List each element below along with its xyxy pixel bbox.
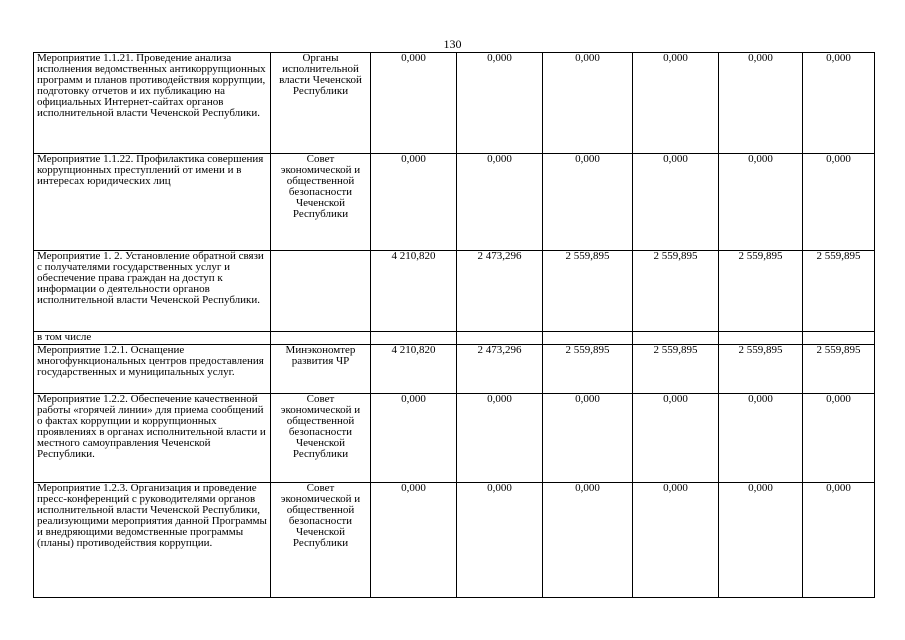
value-cell: 0,000 bbox=[543, 154, 633, 251]
table-row bbox=[34, 53, 875, 154]
value-cell: 0,000 bbox=[633, 154, 719, 251]
program-activities-table bbox=[33, 52, 875, 598]
activity-description: Мероприятие 1.2.3. Организация и проведение пресс-конференций с руководителями органов исполнительной власти Чеченской Республики, реализующими мероприятия данной Программы и внедряющими ведомственные программы (планы) противодействия коррупции. bbox=[34, 483, 271, 598]
value-cell: 4 210,820 bbox=[371, 345, 457, 394]
subtotal-label: в том числе bbox=[34, 332, 271, 345]
value-cell: 0,000 bbox=[457, 483, 543, 598]
activity-description: Мероприятие 1.1.21. Проведение анализа исполнения ведомственных антикоррупционных программ и планов противодействия коррупции, подготовку отчетов и их публикацию на официальных Интернет-сайтах органов исполнительной власти Чеченской Республики. bbox=[34, 53, 271, 154]
table-row bbox=[34, 345, 875, 394]
activity-executor: Совет экономической и общественной безопасности Чеченской Республики bbox=[271, 483, 371, 598]
activity-executor bbox=[271, 251, 371, 332]
activity-description: Мероприятие 1. 2. Установление обратной связи с получателями государственных услуг и обеспечение права граждан на доступ к информации о деятельности органов исполнительной власти Чеченской Республики. bbox=[34, 251, 271, 332]
value-cell: 0,000 bbox=[803, 394, 875, 483]
activity-description: Мероприятие 1.2.2. Обеспечение качественной работы «горячей линии» для приема сообщений о фактах коррупции и коррупционных проявлениях в органах исполнительной власти и местного самоуправления Чеченской Республики. bbox=[34, 394, 271, 483]
value-cell: 0,000 bbox=[803, 53, 875, 154]
activity-description: Мероприятие 1.2.1. Оснащение многофункциональных центров предоставления государственных и муниципальных услуг. bbox=[34, 345, 271, 394]
value-cell: 0,000 bbox=[457, 154, 543, 251]
table-row bbox=[34, 332, 875, 345]
table-row bbox=[34, 251, 875, 332]
value-cell: 2 559,895 bbox=[719, 251, 803, 332]
value-cell: 0,000 bbox=[543, 53, 633, 154]
value-cell: 0,000 bbox=[371, 394, 457, 483]
value-cell: 4 210,820 bbox=[371, 251, 457, 332]
value-cell bbox=[719, 332, 803, 345]
value-cell bbox=[633, 332, 719, 345]
value-cell: 2 559,895 bbox=[633, 251, 719, 332]
value-cell bbox=[803, 332, 875, 345]
value-cell: 2 473,296 bbox=[457, 251, 543, 332]
value-cell: 0,000 bbox=[457, 53, 543, 154]
value-cell: 2 559,895 bbox=[803, 345, 875, 394]
value-cell: 0,000 bbox=[633, 53, 719, 154]
table-row bbox=[34, 154, 875, 251]
value-cell: 0,000 bbox=[803, 154, 875, 251]
value-cell: 0,000 bbox=[371, 53, 457, 154]
value-cell: 2 559,895 bbox=[633, 345, 719, 394]
value-cell: 0,000 bbox=[543, 394, 633, 483]
value-cell bbox=[371, 332, 457, 345]
value-cell: 0,000 bbox=[371, 154, 457, 251]
value-cell: 0,000 bbox=[719, 394, 803, 483]
value-cell: 0,000 bbox=[719, 154, 803, 251]
value-cell: 0,000 bbox=[371, 483, 457, 598]
value-cell: 0,000 bbox=[457, 394, 543, 483]
value-cell: 0,000 bbox=[633, 483, 719, 598]
value-cell: 0,000 bbox=[719, 483, 803, 598]
page-number: 130 bbox=[443, 37, 462, 51]
activity-executor: Органы исполнительной власти Чеченской Республики bbox=[271, 53, 371, 154]
value-cell: 0,000 bbox=[719, 53, 803, 154]
table-row bbox=[34, 483, 875, 598]
value-cell: 2 559,895 bbox=[803, 251, 875, 332]
value-cell: 2 559,895 bbox=[719, 345, 803, 394]
activity-executor: Минэкономтер развития ЧР bbox=[271, 345, 371, 394]
value-cell: 0,000 bbox=[543, 483, 633, 598]
value-cell: 2 473,296 bbox=[457, 345, 543, 394]
activity-executor bbox=[271, 332, 371, 345]
value-cell bbox=[457, 332, 543, 345]
activity-executor: Совет экономической и общественной безопасности Чеченской Республики bbox=[271, 154, 371, 251]
value-cell: 0,000 bbox=[633, 394, 719, 483]
table-row bbox=[34, 394, 875, 483]
value-cell bbox=[543, 332, 633, 345]
activity-description: Мероприятие 1.1.22. Профилактика совершения коррупционных преступлений от имени и в интересах юридических лиц bbox=[34, 154, 271, 251]
value-cell: 0,000 bbox=[803, 483, 875, 598]
value-cell: 2 559,895 bbox=[543, 251, 633, 332]
value-cell: 2 559,895 bbox=[543, 345, 633, 394]
activity-executor: Совет экономической и общественной безопасности Чеченской Республики bbox=[271, 394, 371, 483]
